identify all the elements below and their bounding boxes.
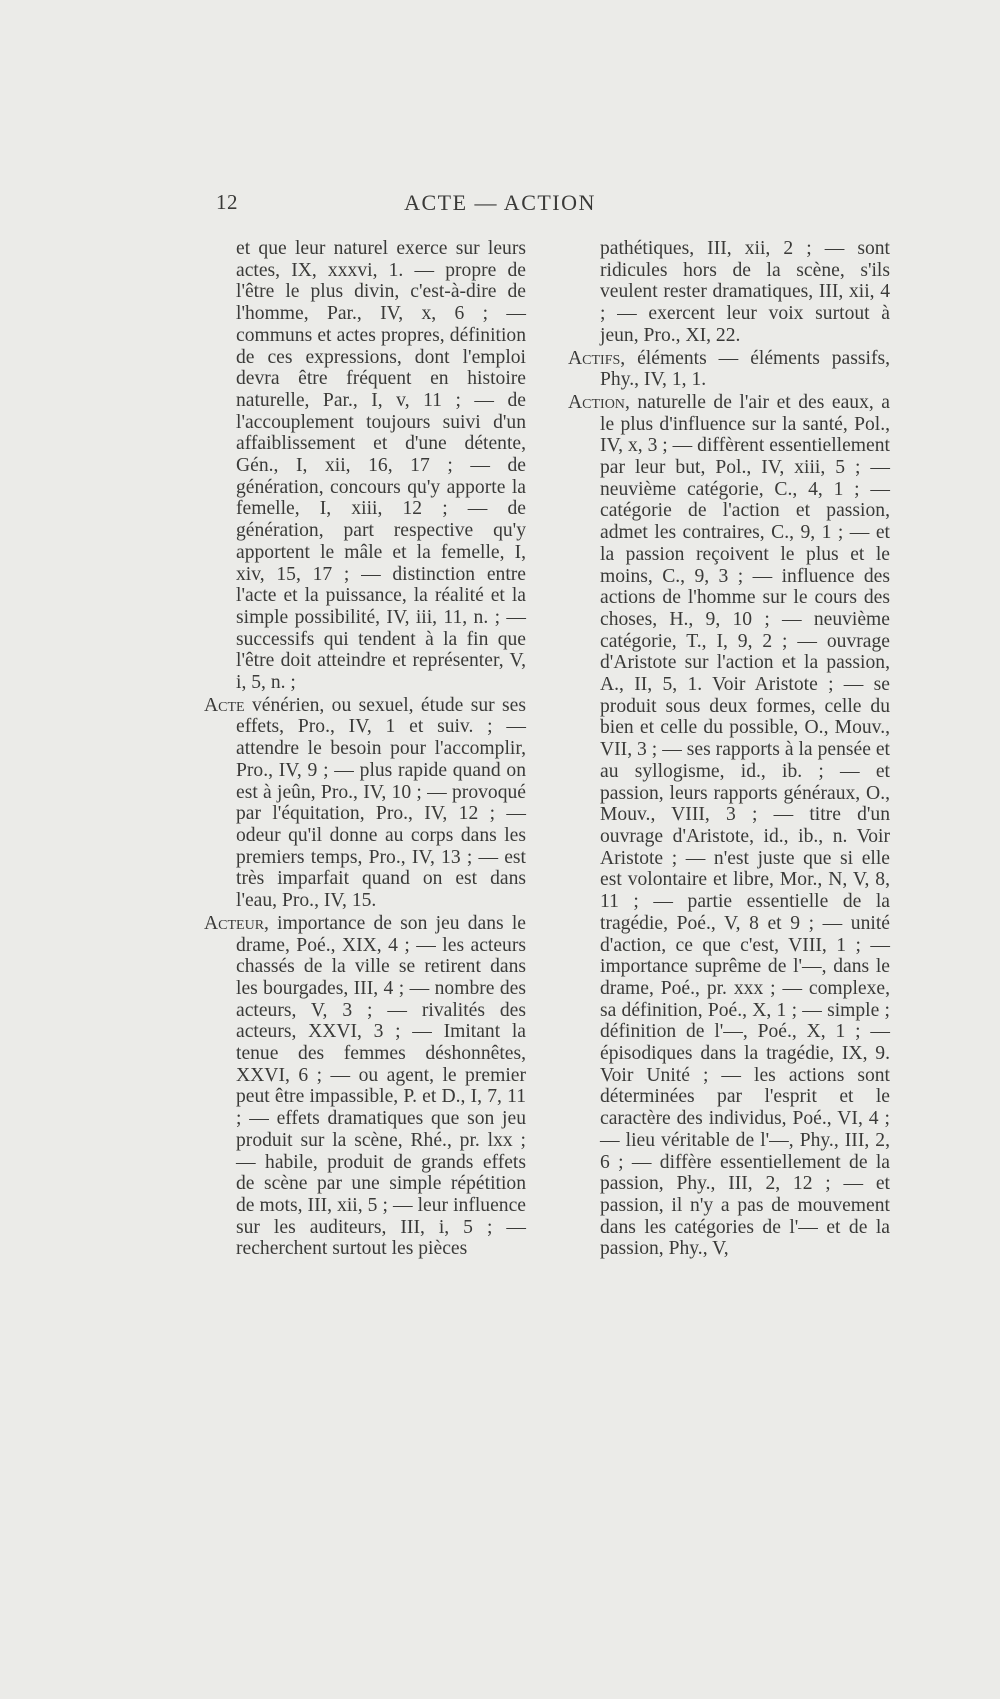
entry-text: , importance de son jeu dans le drame, Poé., XIX, 4 ; — les acteurs chassés de la ville se retirent dans les bourgades, III, 4 ; — nombre des acteurs, V, 3 ; — rivalités des acteurs, XXVI, 3 ; — Imitant la tenue des femmes déshonnêtes, XXVI, 6 ; — ou agent, le premier peut être impassible, P. et D., I, 7, 11 ; — effets dramatiques que son jeu produit sur la scène, Rhé., pr. lxx ; — habile, produit de grands effets de scène par une simple répétition de mots, III, xii, 5 ; — leur influence sur les auditeurs, III, i, 5 ; — recherchent surtout les pièces — [236, 912, 526, 1260]
entry-text: , éléments — éléments passifs, Phy., IV, 1, 1. — [600, 347, 890, 391]
left-column — [204, 238, 526, 1261]
page-number: 12 — [216, 190, 238, 214]
right-column — [568, 238, 890, 1261]
entry-headword: Acte — [204, 694, 245, 716]
index-entry — [568, 238, 890, 347]
index-entry — [204, 695, 526, 912]
entry-text: , naturelle de l'air et des eaux, a le plus d'influence sur la santé, Pol., IV, x, 3 ; — diffèrent essentiellement par leur but, Pol., IV, xiii, 5 ; — neuvième catégorie, C., 4, 1 ; — catégorie de l'action et passion, admet les contraires, C., 9, 1 ; — et la passion reçoivent le plus et le moins, C., 9, 3 ; — influence des actions de l'homme sur le cours des choses, H., 9, 10 ; — neuvième catégorie, T., I, 9, 2 ; — ouvrage d'Aristote sur l'action et la passion, A., II, 5, 1. Voir Aristote ; — se produit sous deux formes, celle du bien et celle du possible, O., Mouv., VII, 3 ; — ses rapports à la pensée et au syllogisme, id., ib. ; — et passion, leurs rapports généraux, O., Mouv., VIII, 3 ; — titre d'un ouvrage d'Aristote, id., ib., n. Voir Aristote ; — n'est juste que si elle est volontaire et libre, Mor., N, V, 8, 11 ; — partie essentielle de la tragédie, Poé., V, 8 et 9 ; — unité d'action, ce que c'est, VIII, 1 ; — importance suprême de l'—, dans le drame, Poé., pr. xxx ; — complexe, sa définition, Poé., X, 1 ; — simple ; définition de l'—, Poé., X, 1 ; — épisodiques dans la tragédie, IX, 9. Voir Unité ; — les actions sont déterminées par l'esprit et le caractère des individus, Poé., VI, 4 ; — lieu véritable de l'—, Phy., III, 2, 6 ; — diffère essentiellement de la passion, Phy., III, 2, 12 ; — et passion, il n'y a pas de mouvement dans les catégories de l'— et de la passion, Phy., V, — [600, 391, 890, 1260]
entry-headword: Actifs — [568, 347, 621, 369]
index-entry — [204, 913, 526, 1260]
index-entry — [568, 348, 890, 391]
running-head: ACTE — ACTION — [404, 190, 596, 215]
index-entry — [204, 238, 526, 694]
entry-text: pathétiques, III, xii, 2 ; — sont ridicules hors de la scène, s'ils veulent rester dramatiques, III, xii, 4 ; — exercent leur voix surtout à jeun, Pro., XI, 22. — [600, 238, 890, 346]
entry-text: et que leur naturel exerce sur leurs actes, IX, xxxvi, 1. — propre de l'être le plus divin, c'est-à-dire de l'homme, Par., IV, x, 6 ; — communs et actes propres, définition de ces expressions, dont l'emploi devra être fréquent en histoire naturelle, Par., I, v, 11 ; — de l'accouplement toujours suivi d'un affaiblissement et d'une détente, Gén., I, xii, 16, 17 ; — de génération, concours qu'y apporte la femelle, I, xiii, 12 ; — de génération, part respective qu'y apportent le mâle et la femelle, I, xiv, 15, 17 ; — distinction entre l'acte et la puissance, la réalité et la simple possibilité, IV, iii, 11, n. ; — successifs qui tendent à la fin que l'être doit atteindre et représenter, V, i, 5, n. ; — [236, 238, 526, 694]
index-entry — [568, 392, 890, 1260]
entry-text: vénérien, ou sexuel, étude sur ses effets, Pro., IV, 1 et suiv. ; — attendre le besoin pour l'accomplir, Pro., IV, 9 ; — plus rapide quand on est à jeûn, Pro., IV, 10 ; — provoqué par l'équitation, Pro., IV, 12 ; — odeur qu'il donne au corps dans les premiers temps, Pro., IV, 13 ; — est très imparfait quand on est dans l'eau, Pro., IV, 15. — [236, 694, 526, 912]
entry-headword: Action — [568, 391, 625, 413]
entry-headword: Acteur — [204, 912, 265, 934]
